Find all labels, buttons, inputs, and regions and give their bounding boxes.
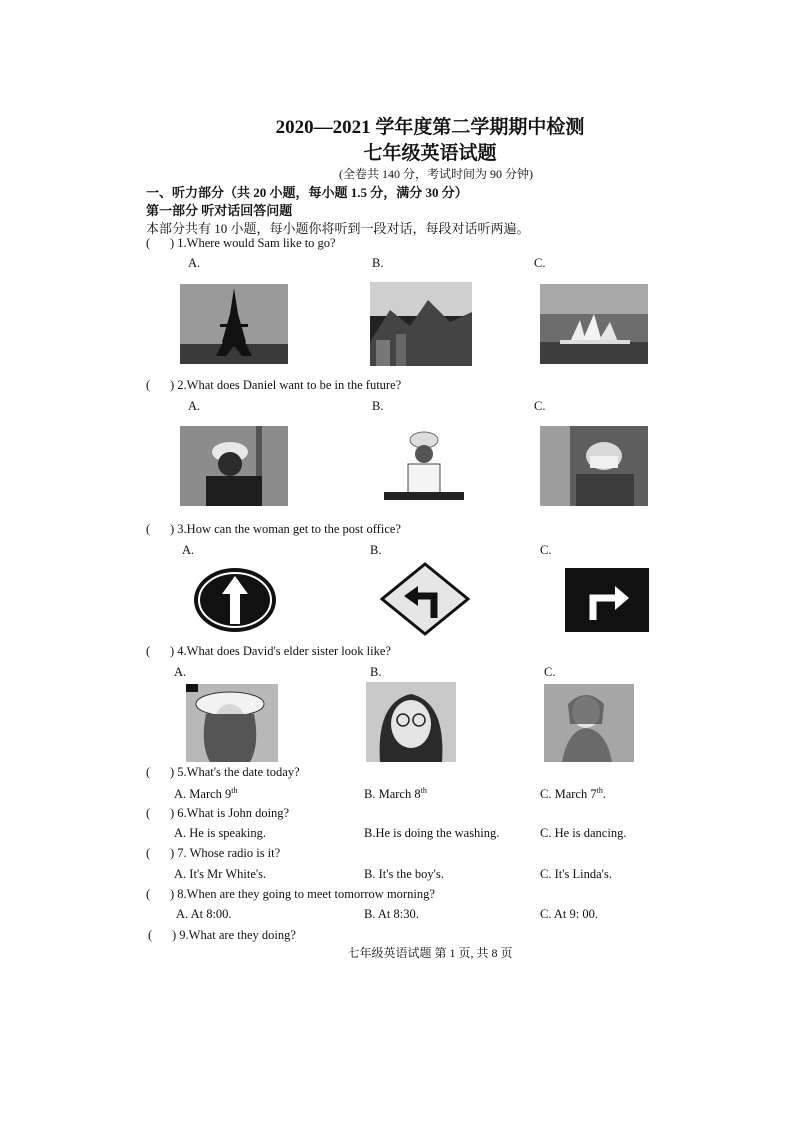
question-9-text: 9.What are they doing?: [179, 928, 296, 942]
question-7-text: 7. Whose radio is it?: [177, 846, 281, 860]
question-5-text: 5.What's the date today?: [177, 765, 300, 779]
q8-option-a: A. At 8:00.: [176, 907, 232, 921]
q2-label-a: A.: [188, 399, 201, 413]
chef-image: [374, 430, 472, 506]
question-6: ( ) 6.What is John doing?: [146, 806, 290, 820]
worker-image: [180, 426, 288, 506]
exam-note: (全卷共 140 分，考试时间为 90 分钟): [339, 167, 533, 181]
q5-option-b: B. March 8th: [364, 786, 427, 802]
turn-left-sign-icon: [380, 562, 470, 636]
page-footer: 七年级英语试题 第 1 页, 共 8 页: [347, 946, 513, 960]
opera-house-image: [540, 284, 648, 364]
q5-option-c: C. March 7th.: [540, 786, 606, 802]
q4-label-c: C.: [544, 665, 556, 679]
question-4: ( ) 4.What does David's elder sister look like?: [146, 644, 391, 658]
straight-ahead-sign-icon: [192, 566, 278, 634]
question-5: ( ) 5.What's the date today?: [146, 765, 300, 779]
exam-subtitle: 七年级英语试题: [363, 143, 497, 164]
q1-label-b: B.: [372, 256, 384, 270]
doctor-image: [540, 426, 648, 506]
question-2-text: 2.What does Daniel want to be in the future?: [177, 378, 402, 392]
q4-label-b: B.: [370, 665, 382, 679]
question-4-text: 4.What does David's elder sister look like?: [177, 644, 391, 658]
q3-label-a: A.: [182, 543, 195, 557]
q6-option-a: A. He is speaking.: [174, 826, 266, 840]
exam-title: 2020—2021 学年度第二学期期中检测: [275, 117, 585, 138]
q7-option-b: B. It's the boy's.: [364, 867, 444, 881]
q1-label-c: C.: [534, 256, 546, 270]
section-title: 一、听力部分（共 20 小题，每小题 1.5 分，满分 30 分）: [146, 185, 468, 200]
question-7: ( ) 7. Whose radio is it?: [146, 846, 281, 860]
question-3: ( ) 3.How can the woman get to the post office?: [146, 522, 401, 536]
question-6-text: 6.What is John doing?: [177, 806, 290, 820]
q2-label-b: B.: [372, 399, 384, 413]
q3-label-b: B.: [370, 543, 382, 557]
question-1-text: 1.Where would Sam like to go?: [177, 236, 336, 250]
eiffel-tower-image: [180, 284, 288, 364]
mountain-city-image: [370, 282, 472, 366]
q8-option-c: C. At 9: 00.: [540, 907, 598, 921]
q8-option-b: B. At 8:30.: [364, 907, 419, 921]
girl-portrait-image: [544, 684, 634, 762]
q5-option-a: A. March 9th: [174, 786, 238, 802]
instructions: 本部分共有 10 小题，每小题你将听到一段对话，每段对话听两遍。: [146, 221, 530, 236]
question-3-text: 3.How can the woman get to the post office?: [177, 522, 401, 536]
q6-option-c: C. He is dancing.: [540, 826, 627, 840]
turn-right-sign-icon: [565, 568, 649, 632]
question-1: ( ) 1.Where would Sam like to go?: [146, 236, 336, 250]
question-9: ( ) 9.What are they doing?: [148, 928, 296, 942]
question-2: ( ) 2.What does Daniel want to be in the future?: [146, 378, 402, 392]
q7-option-c: C. It's Linda's.: [540, 867, 612, 881]
q6-option-b: B.He is doing the washing.: [364, 826, 500, 840]
q7-option-a: A. It's Mr White's.: [174, 867, 267, 881]
q3-label-c: C.: [540, 543, 552, 557]
q2-label-c: C.: [534, 399, 546, 413]
q4-label-a: A.: [174, 665, 187, 679]
q1-label-a: A.: [188, 256, 201, 270]
question-8: ( ) 8.When are they going to meet tomorrow morning?: [146, 887, 435, 901]
part-title: 第一部分 听对话回答问题: [146, 203, 293, 218]
girl-with-glasses-image: [366, 682, 456, 762]
question-8-text: 8.When are they going to meet tomorrow morning?: [177, 887, 435, 901]
girl-with-hat-image: [186, 684, 278, 762]
